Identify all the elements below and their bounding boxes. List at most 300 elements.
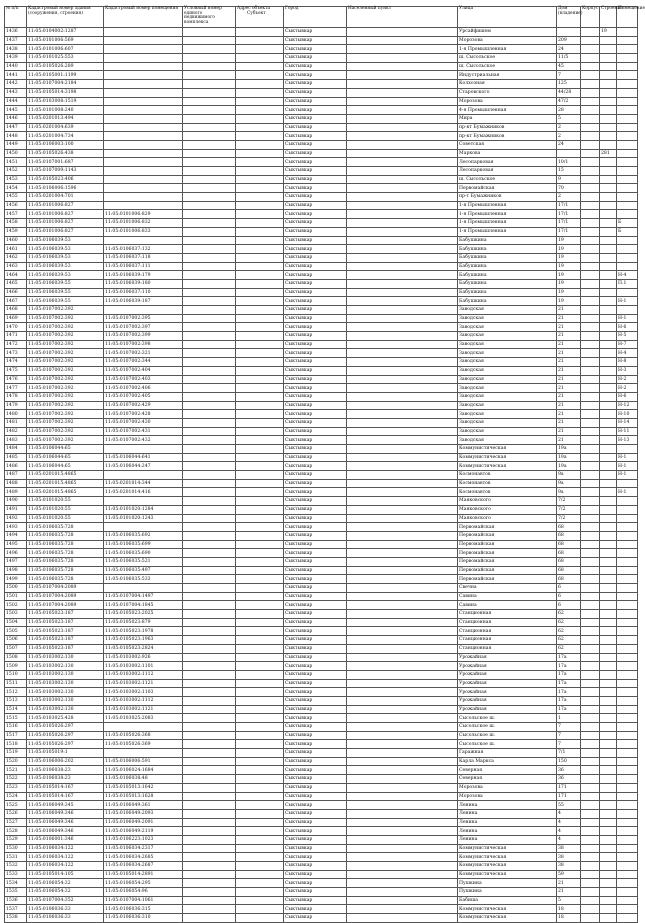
table-cell [581, 679, 600, 688]
table-cell [104, 636, 183, 645]
cell-text: 11:05:0107002:392 [28, 333, 74, 339]
cell-text: 1489 [6, 489, 18, 495]
table-cell [557, 488, 581, 497]
table-cell [600, 245, 617, 254]
table-cell [347, 279, 458, 288]
table-cell [581, 862, 600, 871]
table-cell [347, 332, 458, 341]
table-cell [581, 505, 600, 514]
table-cell [236, 696, 284, 705]
table-cell [104, 471, 183, 480]
table-cell [600, 427, 617, 436]
table-cell [347, 636, 458, 645]
table-cell [284, 88, 347, 97]
table-cell [5, 45, 27, 54]
table-cell [600, 497, 617, 506]
table-cell [104, 88, 183, 97]
cell-text: 21 [558, 411, 564, 417]
cell-text: Сыктывкар [285, 602, 313, 608]
table-cell [27, 427, 104, 436]
cell-text: 11:05:0106003:100 [28, 142, 74, 148]
table-cell [617, 28, 638, 37]
table-cell [236, 253, 284, 262]
cell-text: 9а [558, 472, 564, 478]
table-cell [347, 653, 458, 662]
cell-text: 55 [558, 802, 564, 808]
table-cell [347, 514, 458, 523]
cell-text: Сыктывкар [285, 672, 313, 678]
cell-text: 11:05:0105026:438 [28, 150, 74, 156]
table-cell [104, 531, 183, 540]
table-cell [236, 462, 284, 471]
cell-text: Сыктывкар [285, 533, 313, 539]
table-cell [617, 332, 638, 341]
cell-text: 11:05:0101006:827 [28, 203, 74, 209]
cell-text: 11:05:0106037:110 [105, 289, 151, 295]
cell-text: Заводская [459, 411, 484, 417]
cell-text: 1528 [6, 828, 18, 834]
cell-text: 17/1 [558, 211, 569, 217]
table-cell [5, 557, 27, 566]
table-cell [183, 610, 236, 619]
table-cell [347, 505, 458, 514]
table-cell [183, 662, 236, 671]
table-cell [581, 696, 600, 705]
table-cell [5, 488, 27, 497]
table-cell [581, 314, 600, 323]
table-cell [581, 636, 600, 645]
table-cell [458, 436, 557, 445]
table-cell [236, 149, 284, 158]
table-cell [600, 801, 617, 810]
table-cell [104, 114, 183, 123]
cell-text: 1445 [6, 107, 18, 113]
table-cell [347, 245, 458, 254]
table-cell [458, 575, 557, 584]
table-cell [458, 896, 557, 905]
column-header-label: Дом (владение) [558, 6, 583, 16]
table-cell [104, 54, 183, 63]
cell-text: Космонавтов [459, 472, 491, 478]
cell-text: 1463 [6, 263, 18, 269]
table-cell [236, 184, 284, 193]
table-cell [5, 636, 27, 645]
table-cell [284, 340, 347, 349]
table-cell [183, 45, 236, 54]
table-row [5, 714, 638, 723]
table-cell [5, 653, 27, 662]
table-cell [600, 862, 617, 871]
table-cell [600, 531, 617, 540]
table-row [5, 557, 638, 566]
cell-text: 21 [558, 316, 564, 322]
table-cell [617, 696, 638, 705]
cell-text: 68 [558, 533, 564, 539]
cell-text: 21 [558, 350, 564, 356]
cell-text: 11:05:0103025:428 [28, 715, 74, 721]
cell-text: Сыктывкар [285, 698, 313, 704]
table-cell [5, 775, 27, 784]
table-cell [557, 696, 581, 705]
cell-text: 11:05:0107002:404 [105, 368, 151, 374]
table-cell [458, 62, 557, 71]
table-cell [183, 670, 236, 679]
table-cell [347, 862, 458, 871]
cell-text: 11:05:0101006:827 [28, 211, 74, 217]
table-cell [5, 114, 27, 123]
table-cell [104, 149, 183, 158]
table-cell [284, 792, 347, 801]
table-row [5, 366, 638, 375]
table-cell [5, 219, 27, 228]
table-row [5, 375, 638, 384]
cell-text: 1511 [6, 680, 18, 686]
table-cell [27, 809, 104, 818]
cell-text: 1464 [6, 272, 18, 278]
table-cell [27, 340, 104, 349]
table-cell [104, 905, 183, 914]
table-cell [5, 71, 27, 80]
cell-text: 150 [558, 759, 567, 765]
table-row [5, 584, 638, 593]
table-cell [581, 584, 600, 593]
table-row [5, 505, 638, 514]
table-cell [617, 853, 638, 862]
table-cell [236, 410, 284, 419]
cell-text: 1469 [6, 316, 18, 322]
cell-text: Сыктывкар [285, 229, 313, 235]
table-cell [557, 45, 581, 54]
table-row [5, 610, 638, 619]
table-cell [284, 618, 347, 627]
table-cell [347, 696, 458, 705]
table-cell [458, 888, 557, 897]
cell-text: 1460 [6, 237, 18, 243]
cell-text: 1-я Промышленная [459, 46, 507, 52]
cell-text: Сыктывкар [285, 376, 313, 382]
table-cell [458, 479, 557, 488]
table-cell [458, 306, 557, 315]
table-cell [557, 783, 581, 792]
table-cell [600, 688, 617, 697]
table-cell [347, 792, 458, 801]
table-cell [284, 514, 347, 523]
table-cell [236, 210, 284, 219]
table-cell [557, 28, 581, 37]
table-cell [347, 723, 458, 732]
table-cell [617, 158, 638, 167]
table-cell [183, 766, 236, 775]
table-cell [557, 714, 581, 723]
table-cell [557, 888, 581, 897]
table-cell [600, 175, 617, 184]
table-cell [347, 132, 458, 141]
table-cell [27, 358, 104, 367]
table-row [5, 783, 638, 792]
table-cell [236, 679, 284, 688]
table-row [5, 488, 638, 497]
table-cell [581, 592, 600, 601]
table-cell [104, 662, 183, 671]
table-cell [27, 45, 104, 54]
table-cell [458, 670, 557, 679]
table-cell [183, 653, 236, 662]
cell-text: 11:05:0101025:553 [28, 55, 74, 61]
table-cell [347, 731, 458, 740]
cell-text: Н-14 [618, 420, 630, 426]
table-cell [617, 549, 638, 558]
table-cell [458, 288, 557, 297]
table-cell [284, 323, 347, 332]
table-cell [347, 445, 458, 454]
table-cell [600, 618, 617, 627]
table-cell [236, 479, 284, 488]
table-cell [557, 497, 581, 506]
table-cell [617, 193, 638, 202]
table-cell [600, 28, 617, 37]
table-cell [104, 653, 183, 662]
table-cell [581, 436, 600, 445]
table-cell [347, 253, 458, 262]
table-cell [284, 392, 347, 401]
cell-text: 11:05:0106039:187 [105, 298, 151, 304]
table-cell [284, 714, 347, 723]
cell-text: Сыктывкар [285, 524, 313, 530]
table-cell [600, 366, 617, 375]
cell-text: 68 [558, 524, 564, 530]
table-cell [600, 71, 617, 80]
cell-text: Сыктывкар [285, 819, 313, 825]
cell-text: 11:05:0101006:827 [28, 220, 74, 226]
cell-text: 1468 [6, 307, 18, 313]
table-cell [104, 340, 183, 349]
cell-text: Сыктывкар [285, 837, 313, 843]
table-cell [581, 375, 600, 384]
table-cell [236, 749, 284, 758]
table-cell [557, 219, 581, 228]
table-cell [27, 801, 104, 810]
cell-text: 47/2 [558, 98, 569, 104]
table-cell [458, 175, 557, 184]
table-cell [557, 653, 581, 662]
table-row [5, 723, 638, 732]
table-cell [617, 749, 638, 758]
registry-table [4, 6, 645, 923]
table-cell [5, 167, 27, 176]
cell-text: 11:05:0103002:130 [28, 654, 74, 660]
cell-text: 38 [558, 845, 564, 851]
table-cell [236, 114, 284, 123]
table-cell [104, 140, 183, 149]
cell-text: 11:05:0201015:4865 [28, 472, 77, 478]
table-cell [557, 827, 581, 836]
table-cell [183, 835, 236, 844]
table-cell [458, 610, 557, 619]
cell-text: 1488 [6, 481, 18, 487]
cell-text: 11:05:0106035:692 [105, 533, 151, 539]
table-cell [347, 879, 458, 888]
table-cell [581, 71, 600, 80]
table-cell [236, 158, 284, 167]
cell-text: 11:05:0106049:2093 [105, 811, 154, 817]
table-cell [27, 375, 104, 384]
cell-text: Заводская [459, 394, 484, 400]
cell-text: 7 [558, 741, 561, 747]
cell-text: 21 [558, 359, 564, 365]
cell-text: 1522 [6, 776, 18, 782]
cell-text: 1471 [6, 333, 18, 339]
table-cell [284, 584, 347, 593]
cell-text: Н-13 [618, 437, 630, 443]
table-cell [236, 896, 284, 905]
table-cell [104, 306, 183, 315]
table-cell [581, 905, 600, 914]
cell-text: Гаражная [459, 750, 484, 756]
cell-text: 1525 [6, 802, 18, 808]
cell-text: 11:05:0106223:1023 [105, 837, 154, 843]
table-cell [600, 384, 617, 393]
cell-text: 11:05:0103002:1112 [105, 672, 154, 678]
cell-text: 1484 [6, 446, 18, 452]
cell-text: Сыктывкар [285, 272, 313, 278]
table-cell [236, 505, 284, 514]
table-cell [183, 427, 236, 436]
table-cell [5, 54, 27, 63]
cell-text: Сыктывкар [285, 828, 313, 834]
table-cell [27, 853, 104, 862]
table-cell [5, 575, 27, 584]
table-cell [617, 410, 638, 419]
table-cell [458, 392, 557, 401]
column-header-label: Адрес объекта [237, 6, 271, 11]
table-cell [236, 288, 284, 297]
table-row [5, 523, 638, 532]
cell-text: 21 [558, 420, 564, 426]
table-cell [617, 523, 638, 532]
table-cell [183, 88, 236, 97]
cell-text: Сыктывкар [285, 402, 313, 408]
table-cell [347, 540, 458, 549]
table-cell [5, 566, 27, 575]
cell-text: Урожайная [459, 689, 487, 695]
cell-text: 5 [558, 116, 561, 122]
table-cell [183, 844, 236, 853]
table-row [5, 601, 638, 610]
table-cell [183, 644, 236, 653]
cell-text: 1486 [6, 463, 18, 469]
table-row [5, 306, 638, 315]
cell-text: пр-т Бумажников [459, 194, 502, 200]
table-cell [5, 184, 27, 193]
cell-text: 11:05:0105023:2824 [105, 646, 154, 652]
table-cell [5, 731, 27, 740]
table-cell [104, 184, 183, 193]
table-cell [104, 714, 183, 723]
cell-text: 11:05:0106049:2119 [105, 828, 154, 834]
table-cell [458, 653, 557, 662]
cell-text: 11:05:0106044:247 [105, 463, 151, 469]
table-cell [27, 436, 104, 445]
table-cell [600, 853, 617, 862]
table-cell [600, 835, 617, 844]
table-cell [27, 332, 104, 341]
table-cell [5, 592, 27, 601]
table-cell [27, 392, 104, 401]
cell-text: 2 [558, 133, 561, 139]
cell-text: 11:05:0201015:4865 [28, 489, 77, 495]
table-cell [183, 167, 236, 176]
table-cell [557, 418, 581, 427]
table-cell [27, 662, 104, 671]
cell-text: 11:05:0106039:53 [28, 246, 71, 252]
table-cell [5, 870, 27, 879]
table-cell [236, 384, 284, 393]
table-cell [104, 827, 183, 836]
cell-text: 21 [558, 333, 564, 339]
table-row [5, 896, 638, 905]
cell-text: 11:05:0106039:55 [28, 298, 71, 304]
table-cell [347, 775, 458, 784]
table-cell [104, 366, 183, 375]
table-cell [27, 479, 104, 488]
table-row [5, 757, 638, 766]
cell-text: 6 [558, 602, 561, 608]
cell-text: 11:05:0201014:416 [105, 489, 151, 495]
table-cell [284, 592, 347, 601]
table-cell [557, 314, 581, 323]
table-cell [5, 201, 27, 210]
cell-text: Сыктывкар [285, 741, 313, 747]
table-cell [600, 445, 617, 454]
cell-text: 4 [558, 828, 561, 834]
table-cell [458, 705, 557, 714]
cell-text: 1438 [6, 46, 18, 52]
cell-text: 19 [558, 298, 564, 304]
table-row [5, 184, 638, 193]
table-cell [557, 106, 581, 115]
table-cell [458, 462, 557, 471]
table-cell [5, 627, 27, 636]
cell-text: 1536 [6, 898, 18, 904]
table-cell [581, 705, 600, 714]
cell-text: Н-2 [618, 385, 627, 391]
table-cell [600, 80, 617, 89]
table-cell [27, 114, 104, 123]
cell-text: Маяковского [459, 515, 491, 521]
table-cell [5, 844, 27, 853]
table-cell [183, 801, 236, 810]
column-header-label: Условный номер единого недвижимого комплекса [184, 6, 222, 25]
table-cell [458, 140, 557, 149]
table-cell [617, 392, 638, 401]
table-cell [458, 636, 557, 645]
cell-text: 11:05:0105013:1642 [105, 785, 154, 791]
cell-text: 11:05:0106035:728 [28, 559, 74, 565]
table-cell [617, 358, 638, 367]
table-cell [600, 601, 617, 610]
cell-text: Колхозная [459, 81, 485, 87]
table-cell [284, 497, 347, 506]
table-cell [600, 262, 617, 271]
table-cell [104, 123, 183, 132]
cell-text: 11:05:0106024:1684 [105, 767, 154, 773]
table-cell [557, 592, 581, 601]
table-cell [183, 531, 236, 540]
table-cell [183, 775, 236, 784]
table-row [5, 766, 638, 775]
table-cell [557, 158, 581, 167]
cell-text: 1532 [6, 863, 18, 869]
